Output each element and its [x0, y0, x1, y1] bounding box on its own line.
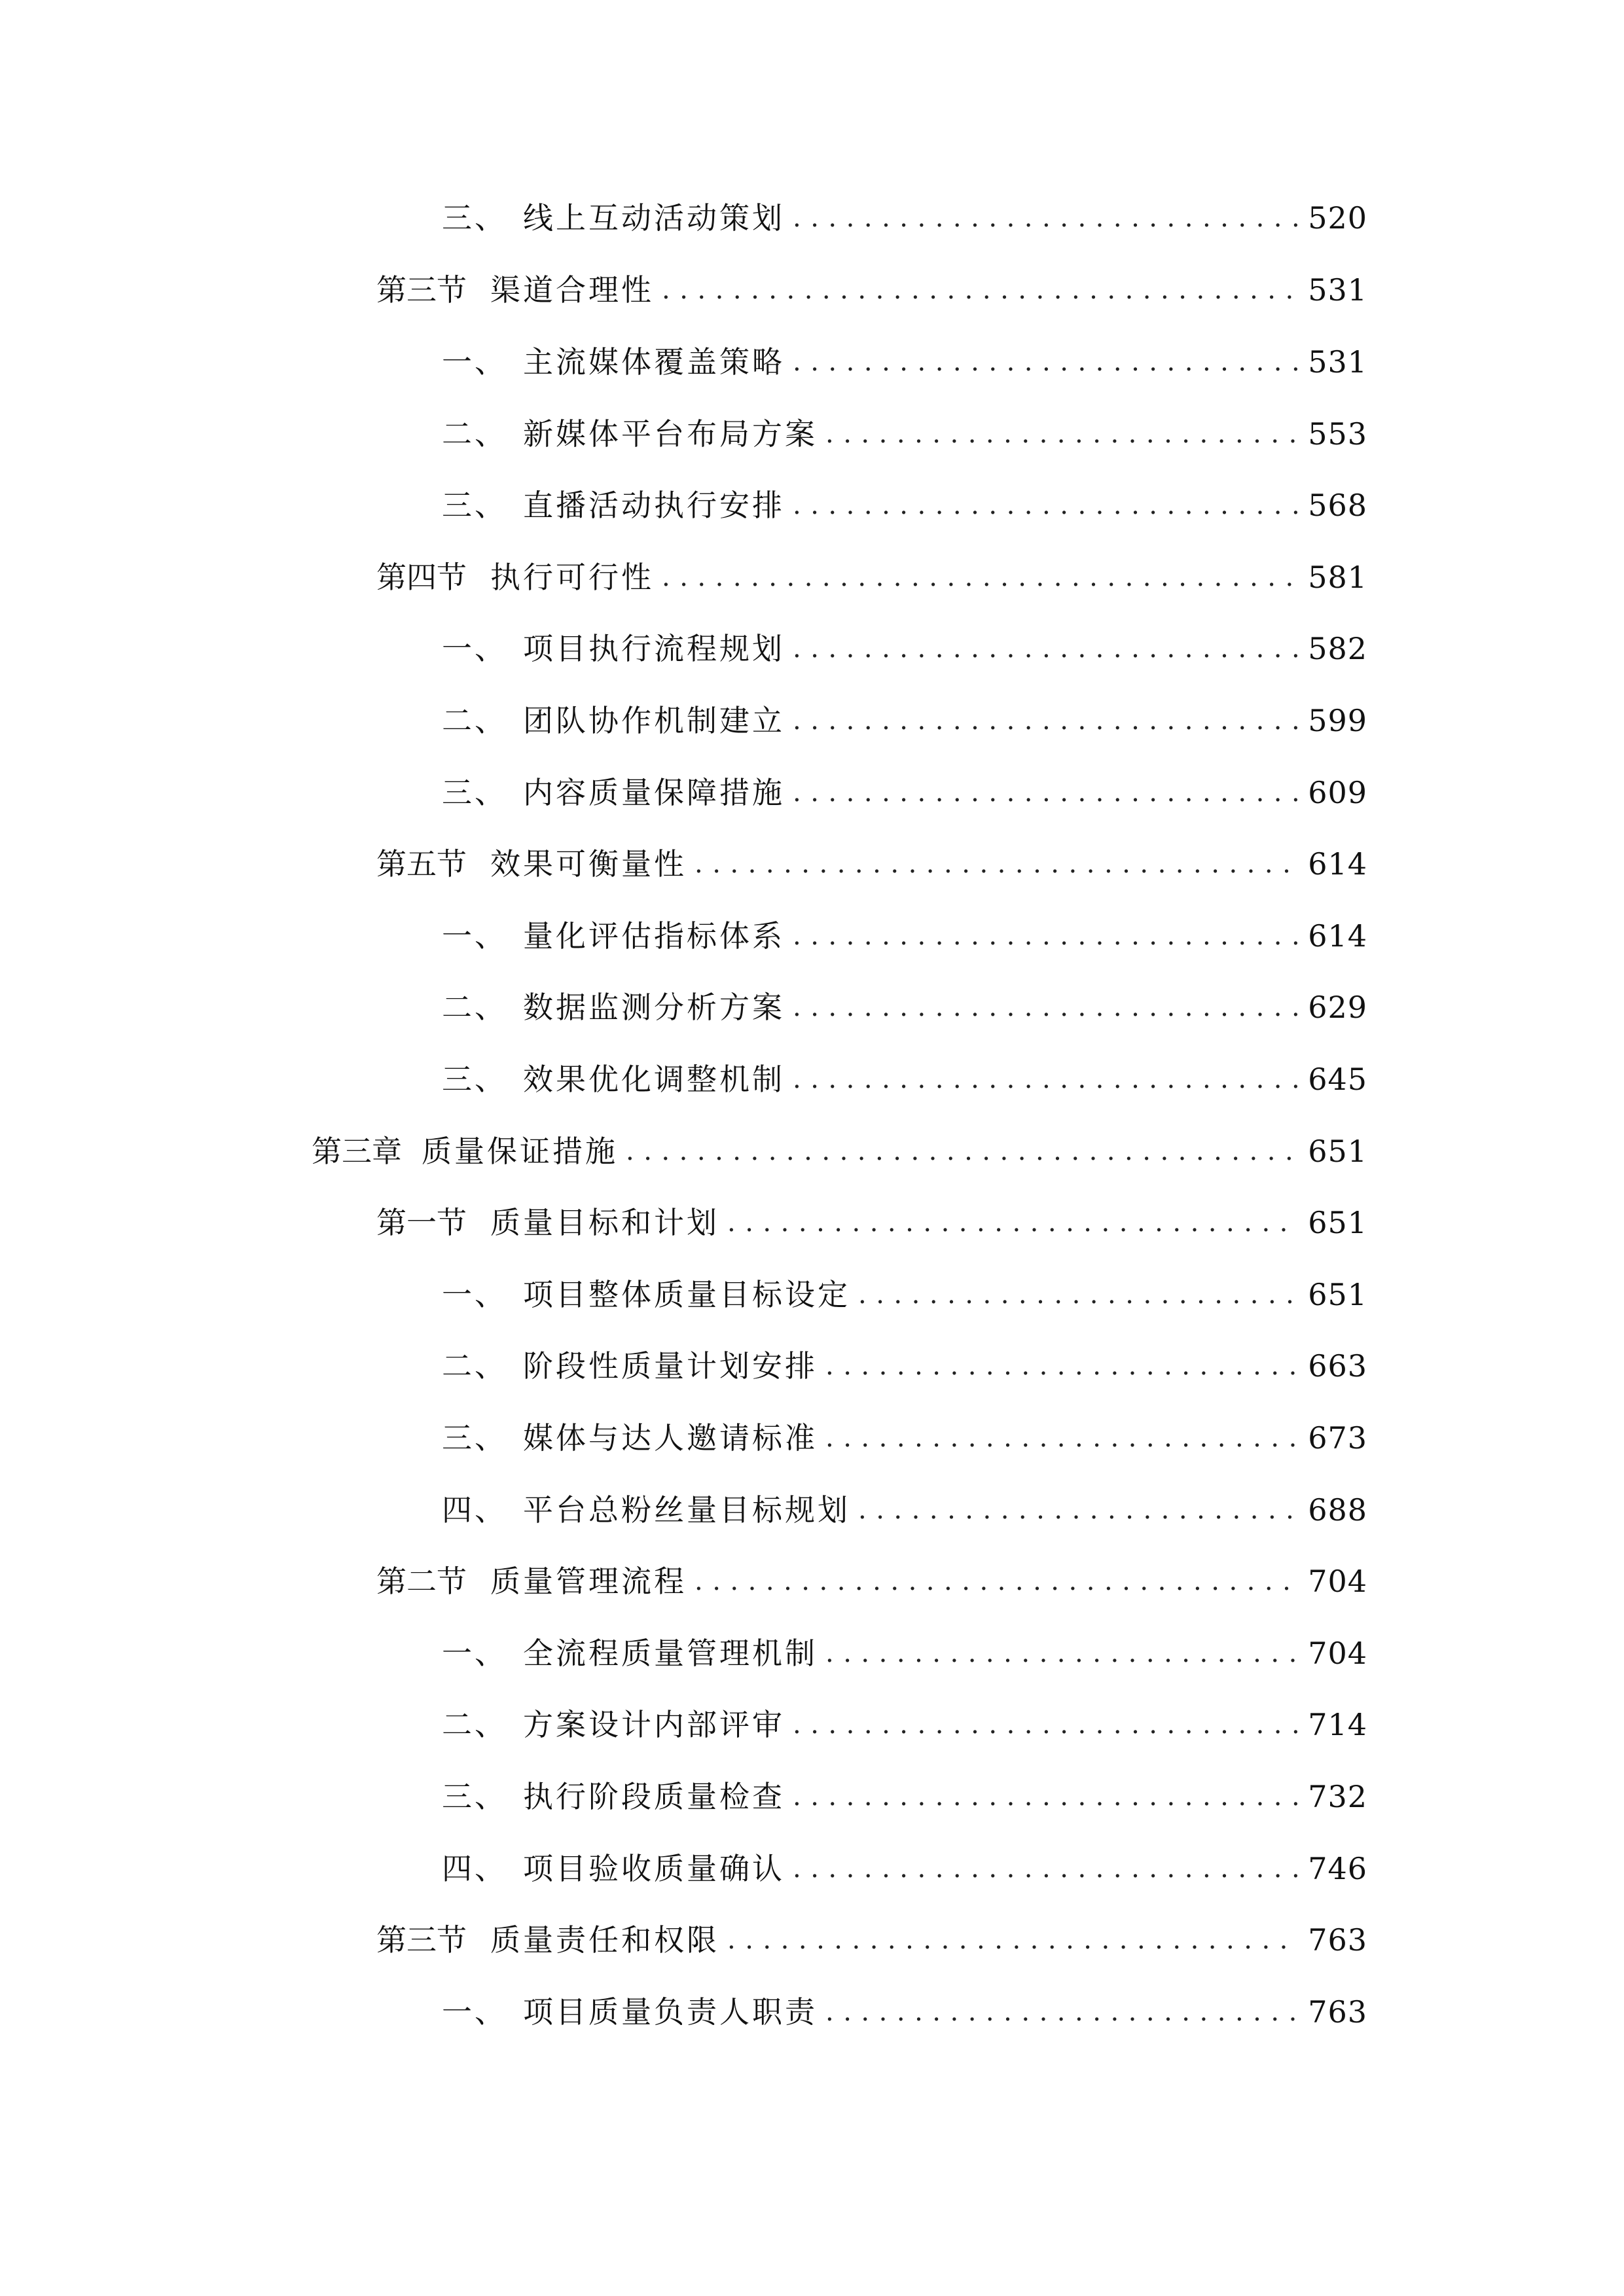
toc-entry-number: 三、	[442, 488, 507, 523]
dot-leader	[793, 1056, 1299, 1102]
toc-entry-title: 直播活动执行安排	[523, 488, 785, 523]
toc-entry[interactable]	[312, 1128, 1367, 1174]
toc-entry-title: 方案设计内部评审	[523, 1707, 785, 1742]
toc-entry-title: 项目执行流程规划	[523, 631, 785, 666]
toc-entry[interactable]	[442, 1702, 1367, 1748]
toc-entry-title: 质量保证措施	[422, 1134, 618, 1169]
toc-entry-title: 质量责任和权限	[490, 1922, 719, 1958]
toc-entry-number: 第三节	[376, 272, 467, 308]
toc-entry-page: 673	[1308, 1420, 1367, 1456]
dot-leader	[858, 1272, 1299, 1318]
toc-entry-number: 一、	[442, 918, 507, 954]
toc-entry-page: 688	[1308, 1492, 1367, 1528]
toc-entry-number: 一、	[442, 1636, 507, 1671]
dot-leader	[695, 841, 1299, 887]
toc-entry[interactable]	[442, 1272, 1367, 1318]
toc-entry-number: 第二节	[376, 1564, 467, 1599]
toc-entry[interactable]	[442, 1056, 1367, 1102]
dot-leader	[793, 984, 1299, 1030]
toc-entry-number: 三、	[442, 200, 507, 236]
toc-entry-title: 新媒体平台布局方案	[523, 416, 818, 452]
toc-entry-number: 第四节	[376, 560, 467, 595]
toc-entry[interactable]	[442, 984, 1367, 1030]
toc-entry-page: 614	[1308, 846, 1367, 882]
toc-entry[interactable]	[376, 1558, 1367, 1604]
toc-entry-title: 项目验收质量确认	[523, 1851, 785, 1886]
toc-entry[interactable]	[442, 1487, 1367, 1533]
toc-entry-title: 项目整体质量目标设定	[523, 1277, 850, 1312]
toc-entry-title: 主流媒体覆盖策略	[523, 344, 785, 380]
toc-entry[interactable]	[376, 841, 1367, 887]
toc-entry-title: 全流程质量管理机制	[523, 1636, 818, 1671]
toc-entry[interactable]	[442, 1989, 1367, 2035]
toc-entry-title: 阶段性质量计划安排	[523, 1348, 818, 1384]
toc-entry[interactable]	[376, 1200, 1367, 1246]
dot-leader	[662, 267, 1299, 313]
toc-entry-title: 团队协作机制建立	[523, 703, 785, 738]
toc-entry-number: 四、	[442, 1492, 507, 1528]
dot-leader	[825, 1989, 1299, 2035]
toc-entry[interactable]	[442, 698, 1367, 744]
toc-entry-number: 三、	[442, 1062, 507, 1097]
toc-entry[interactable]	[442, 626, 1367, 672]
toc-entry-title: 质量管理流程	[490, 1564, 687, 1599]
toc-entry-number: 第一节	[376, 1205, 467, 1240]
toc-entry-number: 第三章	[312, 1134, 402, 1169]
dot-leader	[825, 1415, 1299, 1461]
toc-entry-title: 数据监测分析方案	[523, 990, 785, 1025]
toc-entry-page: 581	[1308, 560, 1367, 595]
toc-entry-page: 651	[1308, 1134, 1367, 1169]
toc-entry[interactable]	[442, 1774, 1367, 1820]
toc-entry-page: 763	[1308, 1922, 1367, 1958]
toc-entry[interactable]	[376, 1917, 1367, 1963]
toc-entry-number: 一、	[442, 1277, 507, 1312]
dot-leader	[626, 1128, 1299, 1174]
toc-entry-page: 732	[1308, 1779, 1367, 1814]
toc-entry-page: 651	[1308, 1277, 1367, 1312]
dot-leader	[858, 1487, 1299, 1533]
toc-entry-page: 609	[1308, 775, 1367, 810]
dot-leader	[793, 1702, 1299, 1748]
toc-entry[interactable]	[442, 411, 1367, 457]
toc-entry-number: 三、	[442, 1779, 507, 1814]
toc-entry-page: 629	[1308, 990, 1367, 1025]
dot-leader	[695, 1558, 1299, 1604]
dot-leader	[793, 1774, 1299, 1820]
dot-leader	[727, 1917, 1299, 1963]
dot-leader	[793, 626, 1299, 672]
toc-entry-number: 二、	[442, 990, 507, 1025]
toc-entry-page: 553	[1308, 416, 1367, 452]
dot-leader	[793, 339, 1299, 385]
toc-entry-page: 704	[1308, 1636, 1367, 1671]
toc-entry-number: 第五节	[376, 846, 467, 882]
dot-leader	[793, 482, 1299, 528]
toc-entry-page: 520	[1308, 200, 1367, 236]
toc-entry-title: 媒体与达人邀请标准	[523, 1420, 818, 1456]
toc-entry[interactable]	[442, 195, 1367, 241]
toc-entry-page: 746	[1308, 1851, 1367, 1886]
toc-entry-page: 645	[1308, 1062, 1367, 1097]
toc-entry-number: 二、	[442, 1707, 507, 1742]
dot-leader	[825, 1343, 1299, 1389]
toc-entry[interactable]	[376, 554, 1367, 600]
toc-entry[interactable]	[442, 1630, 1367, 1676]
toc-entry-title: 效果优化调整机制	[523, 1062, 785, 1097]
toc-entry-number: 二、	[442, 1348, 507, 1384]
toc-entry-page: 614	[1308, 918, 1367, 954]
toc-entry[interactable]	[442, 1846, 1367, 1892]
toc-entry-title: 渠道合理性	[490, 272, 654, 308]
toc-entry-page: 531	[1308, 272, 1367, 308]
dot-leader	[793, 770, 1299, 816]
toc-entry[interactable]	[442, 913, 1367, 959]
dot-leader	[825, 1630, 1299, 1676]
dot-leader	[727, 1200, 1299, 1246]
toc-entry[interactable]	[442, 770, 1367, 816]
toc-entry-page: 651	[1308, 1205, 1367, 1240]
dot-leader	[793, 195, 1299, 241]
toc-entry-page: 599	[1308, 703, 1367, 738]
toc-entry[interactable]	[442, 1343, 1367, 1389]
toc-entry-title: 线上互动活动策划	[523, 200, 785, 236]
dot-leader	[793, 698, 1299, 744]
toc-entry-page: 663	[1308, 1348, 1367, 1384]
toc-entry-number: 一、	[442, 631, 507, 666]
dot-leader	[825, 411, 1299, 457]
dot-leader	[793, 1846, 1299, 1892]
toc-entry-title: 项目质量负责人职责	[523, 1994, 818, 2030]
toc-entry-number: 三、	[442, 1420, 507, 1456]
toc-entry-number: 四、	[442, 1851, 507, 1886]
toc-entry-page: 704	[1308, 1564, 1367, 1599]
toc-entry-number: 二、	[442, 703, 507, 738]
toc-entry[interactable]	[442, 1415, 1367, 1461]
toc-entry-page: 582	[1308, 631, 1367, 666]
toc-entry-number: 第三节	[376, 1922, 467, 1958]
toc-entry-title: 平台总粉丝量目标规划	[523, 1492, 850, 1528]
dot-leader	[793, 913, 1299, 959]
toc-entry-title: 执行可行性	[490, 560, 654, 595]
toc-entry-page: 568	[1308, 488, 1367, 523]
toc-entry-title: 内容质量保障措施	[523, 775, 785, 810]
toc-entry-title: 执行阶段质量检查	[523, 1779, 785, 1814]
dot-leader	[662, 554, 1299, 600]
toc-entry-title: 质量目标和计划	[490, 1205, 719, 1240]
toc-entry-page: 763	[1308, 1994, 1367, 2030]
toc-entry-page: 531	[1308, 344, 1367, 380]
toc-entry-number: 二、	[442, 416, 507, 452]
toc-entry-title: 量化评估指标体系	[523, 918, 785, 954]
toc-entry[interactable]	[442, 482, 1367, 528]
toc-entry-number: 一、	[442, 1994, 507, 2030]
toc-entry[interactable]	[376, 267, 1367, 313]
toc-entry-number: 三、	[442, 775, 507, 810]
toc-entry[interactable]	[442, 339, 1367, 385]
toc-entry-page: 714	[1308, 1707, 1367, 1742]
toc-entry-number: 一、	[442, 344, 507, 380]
toc-entry-title: 效果可衡量性	[490, 846, 687, 882]
